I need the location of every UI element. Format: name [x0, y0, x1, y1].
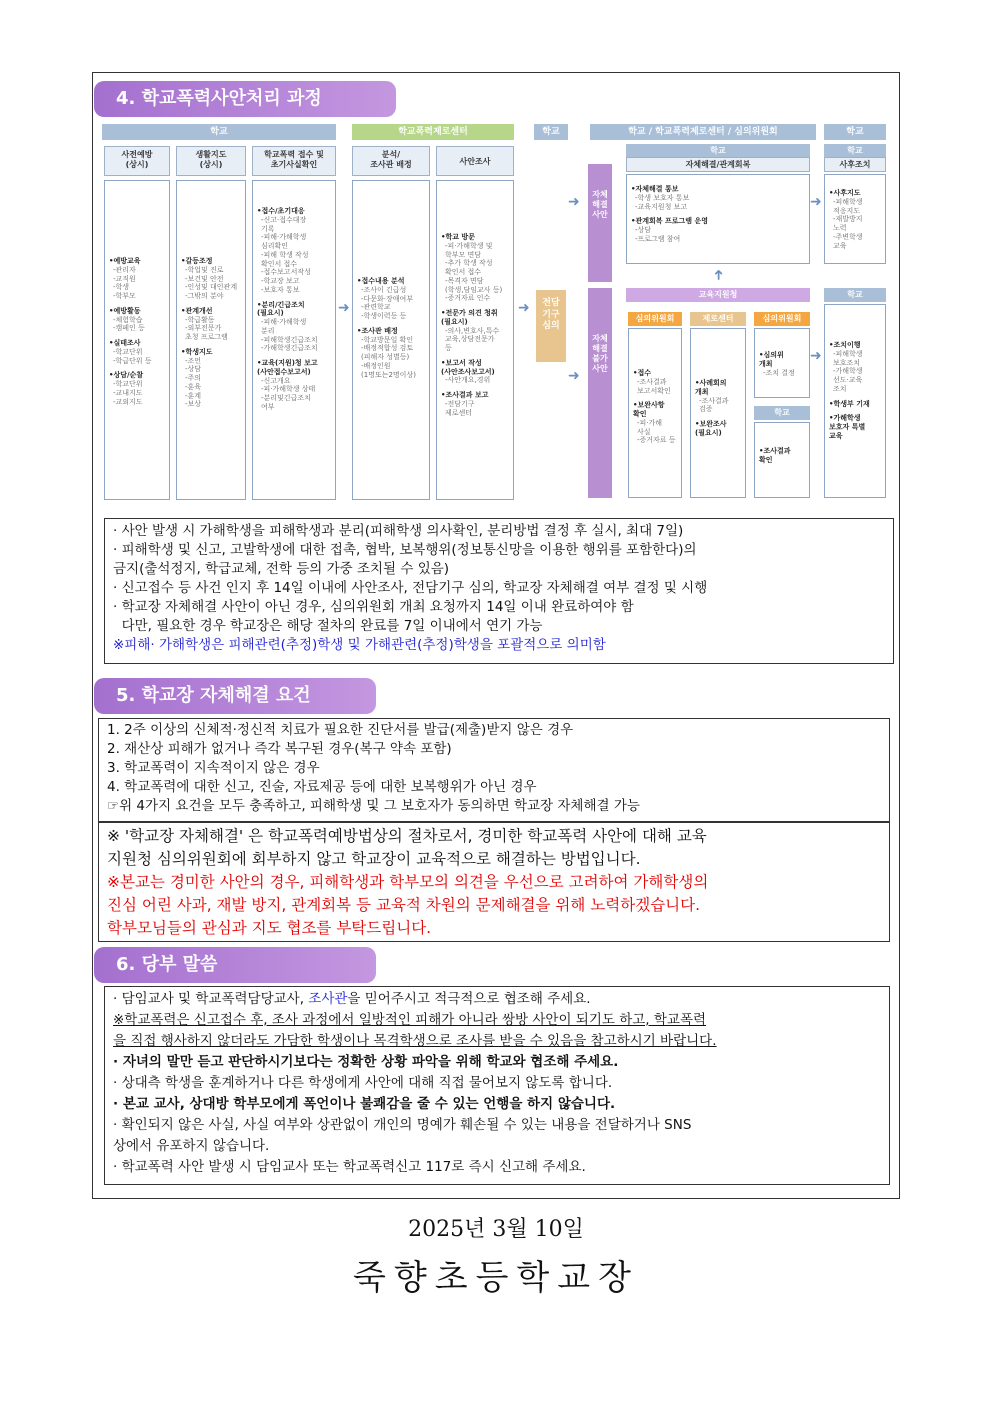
col5-item-3: •조사결과 보고: [441, 391, 489, 399]
process-diagram: [102, 122, 888, 502]
not-self-resolve-box: 자체 해결 불가 사안: [588, 288, 612, 498]
committee2-header: 심의위원회: [754, 312, 810, 326]
committee2-item-0: •심의위 개최: [759, 351, 784, 368]
section4-title: 4. 학교폭력사안처리 과정: [94, 81, 396, 117]
col5-body: •학교 방문 -피·가해학생 및 학부모 면담 -추가 학생 작성 확인서 접수 -목격자 면담 (학생,담임교사 등) -증거자료 인수 •전문가 의견 청취 (필요시) -의사,변호사,특수 교육,상담전문가 등 •보고서 작성 (사안조사보고서) -사안개요,경위 •조사결과 보고 -전담기구 제로센터: [436, 180, 514, 500]
self-resolve-box: 자체 해결 사안: [588, 164, 612, 282]
note-line: · 학교장 자체해결 사안이 아닌 경우, 심의위원회 개최 요청까지 14일 이내 완료하여야 함: [113, 599, 634, 615]
col1-body: •예방교육 -관리자 -교직원 -학생 -학부모 •예방활동 -체험학습 -캠페인 등 •실태조사 -학교단위 -학급단위 등 •상담/순찰 -학교단위 -교내지도 -교외지도: [104, 180, 170, 500]
zero-item-1: •보완조사 (필요시): [695, 420, 727, 437]
diagram-school-header-3: 학교: [824, 124, 886, 140]
committee1-item-0: •접수: [633, 369, 651, 377]
advice-line: · 자녀의 말만 듣고 판단하시기보다는 정확한 상황 파악을 위해 학교와 협조해 주세요.: [113, 1054, 619, 1070]
diagram-combined-header: 학교 / 학교폭력제로센터 / 심의위원회: [590, 124, 816, 140]
col1-title: 사전예방 (상시): [104, 146, 170, 176]
section6-body: [104, 986, 890, 1185]
col2-item-2: •학생지도: [181, 347, 213, 356]
zero-body: •사례회의 개최 -조사결과 검증 •보완조사 (필요시): [690, 328, 746, 498]
requirement-item: 2. 재산상 피해가 없거나 즉각 복구된 경우(복구 약속 포함): [107, 741, 452, 757]
advice-line: · 상대측 학생을 훈계하거나 다른 학생에게 사안에 대해 직접 물어보지 않도록 합니다.: [113, 1075, 613, 1091]
committee1-header: 심의위원회: [628, 312, 682, 326]
self-body: •자체해결 통보 -학생 보호자 통보 -교육지원청 보고 •관계회복 프로그램 운영 -상담 -프로그램 참여: [626, 174, 810, 264]
advice-line: ※학교폭력은 신고접수 후, 조사 과정에서 일방적인 피해가 아니라 쌍방 사안이 되기도 하고, 학교폭력: [113, 1012, 707, 1028]
self-item-0: •자체해결 통보: [631, 185, 679, 193]
requirement-item: 3. 학교폭력이 지속적이지 않은 경우: [107, 760, 320, 776]
section4-notes: [104, 518, 894, 664]
self-sub: 자체해결/관계회복: [626, 157, 810, 172]
arrow-right-icon: ➜: [338, 300, 350, 316]
judge-box: 전담 기구 심의: [536, 290, 566, 362]
red-line: ※본교는 경미한 사안의 경우, 피해학생과 학부모의 의견을 우선으로 고려하여 가해학생의: [107, 873, 709, 891]
note-line: 금지(출석정지, 학급교체, 전학 등의 가중 조치될 수 있음): [113, 561, 450, 577]
advice-highlight: 조사관: [308, 991, 348, 1007]
committee1-body: •접수 -조사결과 보고서확인 •보완사항 확인 -피·가해 사실 -증거자료 등: [628, 328, 682, 498]
arrow-up-icon: ➜: [711, 268, 728, 281]
col3-item-0: •접수/초기대응: [257, 207, 305, 215]
col5-item-0: •학교 방문: [441, 233, 475, 241]
col3-body: •접수/초기대응 -신고·접수대장 기록 -피해·가해학생 심리확인 -피해 학생 작성 확인서 접수 -접수보고서작성 -학교장 보고 -보호자 통보 •분리/긴급조치 (필요시) -피해·가해학생 분리 -피해학생긴급조치 -가해학생긴급조치 •교육(지원)청 보고 (사안접수보고서) -신고개요 -피·가해학생 상태 -분리및긴급조치 여부: [252, 180, 336, 500]
col1-item-2: •실태조사: [109, 339, 141, 347]
diagram-school-header-2: 학교: [534, 124, 568, 140]
after-header: 학교: [824, 144, 886, 157]
after-header-2: 학교: [824, 288, 886, 302]
self-header: 학교: [626, 144, 810, 157]
after2-item-2: •가해학생 보호자 특별 교육: [829, 414, 866, 440]
arrow-right-icon: ➜: [810, 194, 822, 210]
note-line: · 피해학생 및 신고, 고발학생에 대한 접촉, 협박, 보복행위(정보통신망을 이용한 행위를 포함한다)의: [113, 542, 697, 558]
advice-text: 을 믿어주시고 적극적으로 협조해 주세요.: [347, 991, 591, 1007]
zero-item-0: •사례회의 개최: [695, 379, 727, 396]
arrow-right-icon: ➜: [518, 300, 530, 316]
advice-line: [113, 989, 881, 1010]
col4-title: 분석/ 조사관 배정: [352, 146, 430, 176]
committee2-body: •심의위 개최 -조치 결정: [754, 328, 810, 398]
col5-item-1: •전문가 의견 청취 (필요시): [441, 309, 498, 326]
requirement-item: ☞위 4가지 요건을 모두 충족하고, 피해학생 및 그 보호자가 동의하면 학교장 자체해결 가능: [107, 798, 640, 814]
diagram-school-header: 학교: [102, 124, 336, 140]
col1-item-3: •상담/순찰: [109, 371, 144, 380]
zero-center-header: 제로센터: [690, 312, 746, 326]
advice-line: · 학교폭력 사안 발생 시 담임교사 또는 학교폭력신고 117로 즉시 신고해 주세요.: [113, 1159, 586, 1175]
red-line: 학부모님들의 관심과 지도 협조를 부탁드립니다.: [107, 919, 432, 937]
section5-title: 5. 학교장 자체해결 요건: [94, 678, 376, 714]
small-school-item: •조사결과 확인: [759, 447, 791, 464]
committee1-item-1: •보완사항 확인: [633, 401, 665, 418]
diagram-center-header: 학교폭력제로센터: [352, 124, 514, 140]
col1-item-0: •예방교육: [109, 257, 141, 265]
col4-item-0: •접수내용 분석: [357, 277, 405, 285]
col2-title: 생활지도 (상시): [176, 146, 246, 176]
explain-line: 지원청 심의위원회에 회부하지 않고 학교장이 교육적으로 해결하는 방법입니다.: [107, 850, 641, 868]
arrow-right-icon: ➜: [568, 194, 580, 210]
after2-item-1: •학생부 기재: [829, 399, 870, 408]
section5-explain: [98, 822, 890, 942]
advice-line: · 본교 교사, 상대방 학부모에게 폭언이나 불쾌감을 줄 수 있는 언행을 하지 않습니다.: [113, 1096, 616, 1112]
col4-item-1: •조사관 배정: [357, 326, 398, 335]
requirement-item: 1. 2주 이상의 신체적·정신적 치료가 필요한 진단서를 발급(제출)받지 않은 경우: [107, 722, 574, 738]
advice-line: · 확인되지 않은 사실, 사실 여부와 상관없이 개인의 명예가 훼손될 수 있는 내용을 전달하거나 SNS: [113, 1117, 692, 1133]
after-body-2: •조치이행 -피해학생 보호조치 -가해학생 선도·교육 조치 •학생부 기재 •가해학생 보호자 특별 교육: [824, 304, 886, 498]
advice-text: · 담임교사 및 학교폭력담당교사,: [113, 991, 309, 1007]
note-line: · 사안 발생 시 가해학생을 피해학생과 분리(피해학생 의사확인, 분리방법 결정 후 실시, 최대 7일): [113, 523, 684, 539]
col3-item-2: •교육(지원)청 보고 (사안접수보고서): [257, 359, 318, 376]
col4-body: •접수내용 분석 -조사이 긴급성 -다문화·장애여부 -관련학교 -학생이력등 등 •조사관 배정 -학교방문일 확인 -배정적합성 검토 (피해자 성별등) -배정인원 (1명또는2명이상): [352, 180, 430, 500]
explain-line: ※ '학교장 자체해결' 은 학교폭력예방법상의 절차로서, 경미한 학교폭력 사안에 대해 교육: [107, 827, 707, 845]
school-principal: 죽향초등학교장: [353, 1258, 639, 1298]
note-line: 다만, 필요한 경우 학교장은 해당 절차의 완료를 7일 이내에서 연기 가능: [113, 618, 543, 634]
self-item-1: •관계회복 프로그램 운영: [631, 217, 708, 226]
col1-item-1: •예방활동: [109, 306, 141, 315]
arrow-right-icon: ➜: [810, 348, 822, 364]
small-school-header: 학교: [754, 406, 810, 420]
col2-item-1: •관계개선: [181, 306, 213, 315]
document-date: 2025년 3월 10일: [408, 1217, 584, 1242]
col3-item-1: •분리/긴급조치 (필요시): [257, 300, 305, 318]
col5-item-2: •보고서 작성 (사안조사보고서): [441, 358, 495, 376]
after-body: •사후지도 -피해학생 적응지도 -재발방지 노력 -주변학생 교육: [824, 174, 886, 264]
section5-requirements: [98, 718, 890, 822]
support-header: 교육지원청: [626, 288, 810, 302]
section6-title: 6. 당부 말씀: [94, 947, 376, 983]
after-item-0: •사후지도: [829, 189, 861, 197]
note-line: · 신고접수 등 사건 인지 후 14일 이내에 사안조사, 전담기구 심의, 학교장 자체해결 여부 결정 및 시행: [113, 580, 708, 596]
note-blue: ※피해· 가해학생은 피해관련(추정)학생 및 가해관련(추정)학생을 포괄적으로 의미함: [113, 637, 606, 653]
after-sub: 사후조치: [824, 157, 886, 172]
after2-item-0: •조치이행: [829, 341, 861, 349]
col2-item-0: •갈등조정: [181, 257, 213, 265]
col2-body: •갈등조정 -학업및 진로 -보건및 안전 -인성및 대인관계 -그밖의 분야 •관계개선 -학급활동 -외부전문가 초청 프로그램 •학생지도 -조언 -상담 -주의 -훈육 -훈계 -보상: [176, 180, 246, 500]
advice-line: 을 직접 행사하지 않더라도 가담한 학생이나 목격학생으로 조사를 받을 수 있음을 참고하시기 바랍니다.: [113, 1033, 717, 1049]
red-line: 진심 어린 사과, 재발 방지, 관계회복 등 교육적 차원의 문제해결을 위해 노력하겠습니다.: [107, 896, 701, 914]
arrow-right-icon: ➜: [568, 368, 580, 384]
advice-line: 상에서 유포하지 않습니다.: [113, 1138, 270, 1154]
col3-title: 학교폭력 접수 및 초기사실확인: [252, 146, 336, 176]
col5-title: 사안조사: [436, 146, 514, 176]
small-school-body: [754, 422, 810, 498]
requirement-item: 4. 학교폭력에 대한 신고, 진술, 자료제공 등에 대한 보복행위가 아닌 경우: [107, 779, 537, 795]
